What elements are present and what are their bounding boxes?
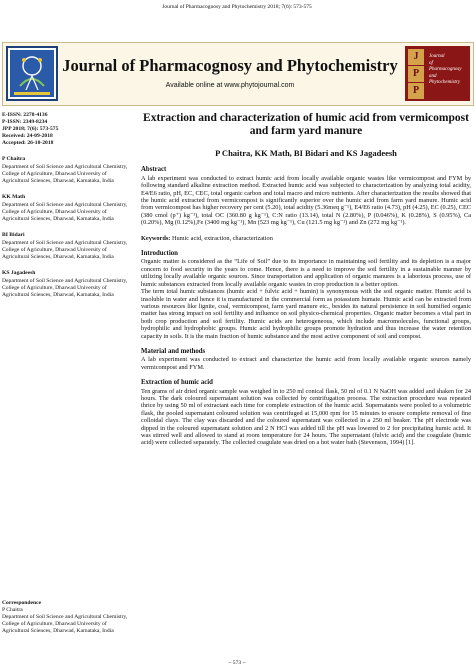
abstract-heading: Abstract [141,166,167,174]
introduction-heading: Introduction [141,250,178,258]
author-name: KK Math [2,194,26,200]
abstract-text: A lab experiment was conducted to extract humic acid from locally available organic wastes like vermicompost and FYM by following standard alkaline extraction method. Extracted humic acid was subjected to characterization by analyzing total acidity, E4/E6 ratio, pH, EC, CEC, total organic carbon and total macro and micro nutrients. After characterization the results showed that the humic acid extracted from vermicompost is significantly superior over the humic acid from farm yard manure. Humic acid from vermicompost has higher recovery per cent (5.20), total acidity (5.36meq g⁻¹), E4/E6 ratio (4.73), pH (4.25), EC (0.25), CEC (380 cmol (p⁺) kg⁻¹), total OC (360.80 g kg⁻¹), C:N ratio (13.14), total N (2.80%), P (0.046%), K (0.28%), S (0.95%), Ca (0.20%), Mg (0.12%),Fe (3400 mg kg⁻¹), Mn (523 mg kg⁻¹), Cu (121.5 mg kg⁻¹) and Zn (272 mg kg⁻¹). [141,174,471,227]
extraction-paragraph: Ten grams of air dried organic sample was weighed in to 250 ml conical flask, 50 ml of 0.1 N NaOH was added and shaken for 24 hours. The dark coloured supernatant solution was collected by centrifugation process. The extraction procedure was repeated thrice by using 50 ml of extractant each time for complete extraction of the humic acid. Supernatants were pooled to a volumetric flask, the pooled supernatant coloured solution was centrifuged at 15,000 rpm for 15 minutes to ensure complete removal of fine colloidal clays. The clay was discarded and the coloured supernatant was collected in a 250 ml beaker. The pH electrode was dipped in the coloured supernatant solution and 2 N HCl was added till the pH was lowered to 2 for precipitating humic acid. It was stirred well and allowed to stand at room temperature for 24 hours. The supernatant (fulvic acid) and the coagulate (humic acid) were collected separately. The collected coagulate was dried on a hot water bath (Stevenson, 1994) [1]. [141,387,471,447]
badge-line: of [429,60,433,66]
methods-paragraph: A lab experiment was conducted to extract and characterize the humic acid from locally available organic sources namely vermicompost and FYM. [141,356,471,371]
article-authors: P Chaitra, KK Math, BI Bidari and KS Jagadeesh [215,148,397,158]
journal-title: Journal of Pharmacognosy and Phytochemistry [62,56,398,75]
article-title: Extraction and characterization of humic acid from vermicompost and farm yard manure [143,112,469,137]
author-affiliation: Department of Soil Science and Agricultural Chemistry, College of Agriculture, Dharwad University of Agricultural Sciences, Dharwad, Karnataka, India [2,164,128,184]
author-affiliation: Department of Soil Science and Agricultural Chemistry, College of Agriculture, Dharwad University of Agricultural Sciences, Dharwad, Karnataka, India [2,202,128,222]
correspondence-affiliation: Department of Soil Science and Agricultural Chemistry, College of Agriculture, Dharwad University of Agricultural Sciences, Dharwad, Karnataka, India [2,614,128,634]
author-name: KS Jagadeesh [2,270,36,276]
journal-availability: Available online at www.phytojournal.com [165,82,295,89]
badge-letter: P [408,83,424,99]
author-name: BI Bidari [2,232,25,238]
running-head: Journal of Pharmacognosy and Phytochemistry 2018; 7(6): 573-575 [162,4,312,10]
badge-letter: P [408,66,424,82]
received-date: Received: 24-09-2018 [2,133,53,139]
author-affiliation: Department of Soil Science and Agricultural Chemistry, College of Agriculture, Dharwad University of Agricultural Sciences, Dharwad, Karnataka, India [2,278,128,298]
e-issn: E-ISSN: 2278-4136 [2,112,48,118]
keywords-label: Keywords: [141,234,171,242]
article-meta [2,112,135,147]
extraction-heading: Extraction of humic acid [141,379,213,387]
badge-line: Phytochemistry [429,80,461,86]
introduction-paragraph: The term total humic substances (humic acid + fulvic acid + humin) is synonymous with the soil organic matter. Humic acid is insoluble in water and hence it is manufactured in the commercial form as potassium humate. Humic acid can be extracted from various resources like lignite, coal, vermicompost, farm yard manure etc., besides its natural persistence in soil humified organic matter has strong impact on soil fertility and influence on soil physico-chemical properties. Organic matter becomes a vital part in both crop production and soil fertility. Humic acids are heterogeneous, which include macromolecules, functional groups, hydrophilic and hydrophobic groups. Humic acid hydrophilic groups promote hydration and thus increase the water retention capacity in soils. It is the main fraction of humic substance and the most active component of soil and compost. [141,288,471,340]
badge-line: Pharmacognosy [429,67,462,73]
keywords-text: Humic acid, extraction, characterization [171,234,273,242]
correspondence [2,600,135,635]
author-affiliation: Department of Soil Science and Agricultural Chemistry, College of Agriculture, Dharwad University of Agricultural Sciences, Dharwad, Karnataka, India [2,240,128,260]
badge-letter: J [408,49,424,65]
correspondence-name: P Chaitra [2,607,23,613]
p-issn: P-ISSN: 2349-8234 [2,119,48,125]
badge-line: and [429,73,437,79]
journal-logo-icon [6,46,58,101]
badge-text [429,54,469,87]
keywords [141,235,471,242]
journal-banner [2,42,474,106]
accepted-date: Accepted: 26-10-2018 [2,140,54,146]
methods-heading: Material and methods [141,347,206,355]
badge-line: Journal [429,54,445,59]
volume-info: JPP 2018; 7(6): 573-575 [2,126,59,132]
journal-badge [405,46,470,101]
introduction-paragraph: Organic matter is considered as the “Life of Soil” due to its importance in maintaining soil fertility and its depletion is a major concern to food security in the years to come. Hence, there is a need to improve the soil fertility in a sustainable manner by utilizing locally available organic sources. Since transportation and application of organic manures is a laborious process, use of humic substances extracted from locally available organic wastes in crop production is a better option. [141,258,471,288]
sidebar [2,112,135,299]
correspondence-heading: Correspondence [2,600,42,606]
page-number: ~ 573 ~ [228,660,246,666]
author-name: P Chaitra [2,156,26,162]
article-body [141,112,471,447]
